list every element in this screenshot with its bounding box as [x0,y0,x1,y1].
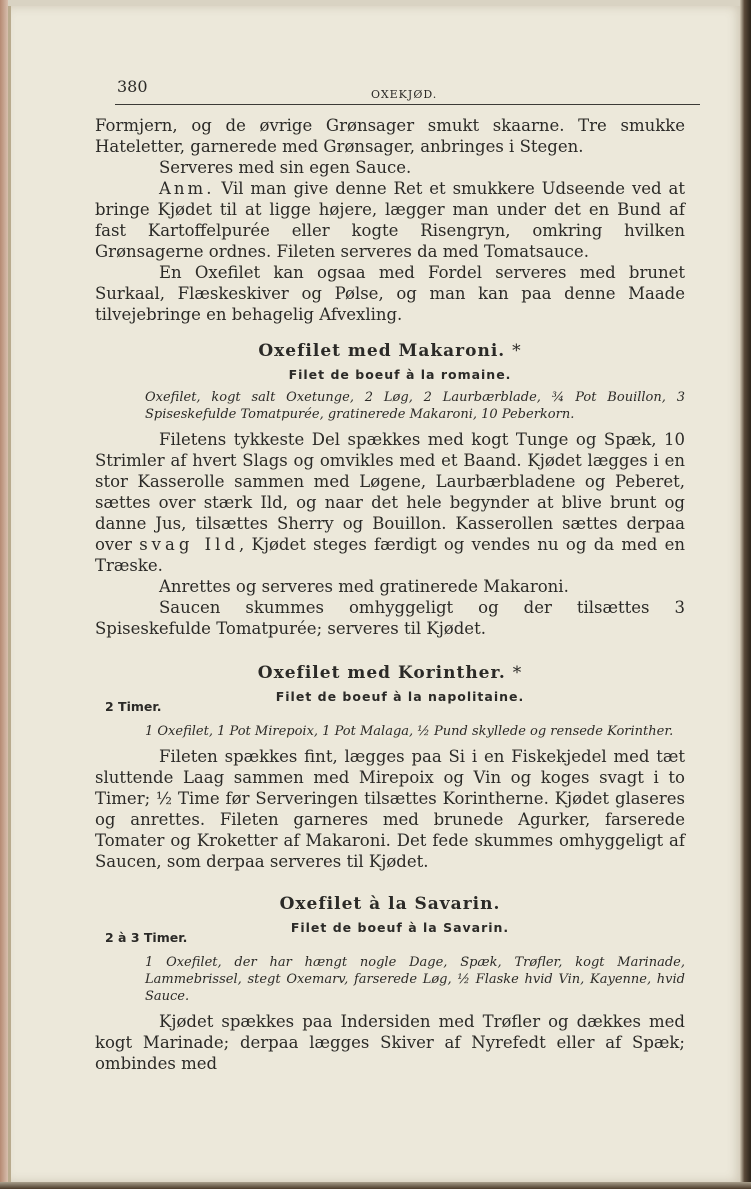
recipe-french-name: Filet de boeuf à la Savarin. [290,920,510,935]
recipe-star: * [512,663,523,683]
recipe-subheader [95,917,685,945]
recipe-subheader [95,686,685,714]
recipe-ingredients: 1 Oxefilet, der har hængt nogle Dage, Spæk, Trøfler, kogt Marinade, Lammebrissel, stegt Oxemarv, farserede Løg, ½ Flaske hvid Vin, Kayenne, hvid Sauce. [145,955,685,1004]
recipe-title [95,341,685,362]
recipe-french-name: Filet de boeuf à la romaine. [288,367,512,382]
recipe-title: Oxefilet à la Savarin. [279,894,501,914]
recipe-method-text-end: , Kjødet steges færdigt og vendes nu og da med en Træske. [95,535,686,575]
recipe-time: 2 à 3 Timer. [105,930,188,945]
recipe-ingredients: 1 Oxefilet, 1 Pot Mirepoix, 1 Pot Malaga, ½ Pund skyllede og rensede Korinther. [145,724,674,739]
running-title: OXEKJØD. [371,88,438,101]
recipe-title-text: Oxefilet med Makaroni. [258,341,506,361]
recipe-method-emphasis: svag Ild [139,535,240,554]
recipe-title [95,663,685,684]
recipe-time: 2 Timer. [105,699,162,714]
page-edge-bottom [0,1182,751,1189]
running-head [95,72,685,104]
recipe-method-text: Filetens tykkeste Del spækkes med kogt Tunge og Spæk, 10 Strimler af hvert Slags og omvikles med et Baand. Kjødet lægges i en stor Kasserolle sammen med Løgene, Laurbærbladene og Peberet, sættes over stærk Ild, og naar det hele begynder at blive brunt og danne Jus, tilsættes Sherry og Bouillon. Kasserollen sættes derpaa over [95,430,685,554]
intro-note [95,178,685,262]
page-content [95,72,685,1074]
recipe-method: Fileten spækkes fint, lægges paa Si i en Fiskekjedel med tæt sluttende Laag sammen med Mirepoix og Vin og koges svagt i to Timer; ½ Time før Serveringen tilsættes Korintherne. Kjødet glaseres og anrettes. Fileten garneres med brunede Agurker, farserede Tomater og Kroketter af Makaroni. Det fede skummes omhyggeligt af Saucen, som derpaa serveres til Kjødet. [95,747,685,871]
intro-paragraph-1: Formjern, og de øvrige Grønsager smukt skaarne. Tre smukke Hateletter, garnerede med Grønsager, anbringes i Stegen. [95,116,685,156]
recipe-title-text: Oxefilet med Korinther. [257,663,506,683]
intro-paragraph-2: Serveres med sin egen Sauce. [159,158,412,177]
note-label: Anm. [159,179,215,198]
recipe-ingredients: Oxefilet, kogt salt Oxetunge, 2 Løg, 2 Laurbærblade, ¾ Pot Bouillon, 3 Spiseskefulde Tomatpurée, gratinerede Makaroni, 10 Peberkorn. [145,390,685,422]
recipe-sauce: Saucen skummes omhyggeligt og der tilsættes 3 Spiseskefulde Tomatpurée; serveres til Kjødet. [95,598,685,638]
page-number: 380 [117,77,148,96]
note-text: Vil man give denne Ret et smukkere Udseende ved at bringe Kjødet til at ligge højere, lægger man under det en Bund af fast Kartoffelpurée eller kogte Risengryn, omkring hvilken Grønsagerne ordnes. Fileten serveres da med Tomatsauce. [95,179,685,261]
intro-paragraph-4: En Oxefilet kan ogsaa med Fordel serveres med brunet Surkaal, Flæskeskiver og Pølse, og man kan paa denne Maade tilvejebringe en behagelig Afvexling. [95,263,685,324]
recipe-serving: Anrettes og serveres med gratinerede Makaroni. [159,577,569,596]
recipe-method [95,429,685,576]
page-edge-right [740,0,751,1189]
recipe-star: * [512,341,522,361]
recipe-french-name: Filet de boeuf à la napolitaine. [275,689,525,704]
recipe-method: Kjødet spækkes paa Indersiden med Trøfler og dækkes med kogt Marinade; derpaa lægges Skiver af Nyrefedt eller af Spæk; ombindes med [95,1012,685,1073]
book-spine [0,0,8,1189]
